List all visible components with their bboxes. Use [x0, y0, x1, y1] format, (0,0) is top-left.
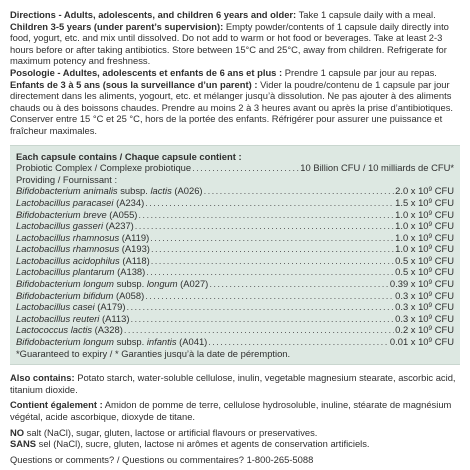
strain-cfu: 0.39 x $10^9$ CFU [389, 278, 454, 290]
strain-name: Lactobacillus reuteri (A113) [16, 312, 130, 324]
strain-name: Lactobacillus plantarum (A138) [16, 266, 146, 278]
strain-cfu: 1.0 x $10^9$ CFU [395, 220, 454, 232]
directions-text: Take 1 capsule daily with a meal. [296, 9, 436, 20]
no-text: salt (NaCl), sugar, gluten, lactose or artificial flavours or preservatives. [24, 426, 318, 438]
panel-heading: Each capsule contains / Chaque capsule contient : [16, 150, 242, 162]
strain-cfu: 1.0 x $10^9$ CFU [395, 243, 454, 255]
directions-french [10, 67, 460, 137]
sans-label: SANS [10, 438, 37, 450]
leader-dots [204, 185, 395, 197]
directions-label: Directions - Adults, adolescents, and children 6 years and older: [10, 9, 297, 20]
contient-label: Contient également : [10, 399, 103, 411]
strain-row [16, 255, 454, 267]
strain-row [16, 324, 454, 336]
leader-dots [146, 266, 394, 278]
leader-dots [138, 209, 394, 221]
providing-label: Providing / Fournissant : [16, 173, 118, 185]
leader-dots [145, 290, 394, 302]
no-line [10, 427, 460, 439]
leader-dots [126, 301, 394, 313]
strain-cfu: 1.0 x $10^9$ CFU [395, 208, 454, 220]
strain-name: Bifidobacterium breve (A055) [16, 208, 138, 220]
enfants-label: Enfants de 3 à 5 ans (sous la surveillance d’un parent) : [10, 78, 258, 90]
strain-name: Bifidobacterium bifidum (A058) [16, 289, 145, 301]
strain-name: Lactobacillus casei (A179) [16, 301, 126, 313]
strain-row [16, 336, 454, 348]
contact-line: Questions or comments? / Questions ou commentaires? 1-800-265-5088 [10, 453, 314, 465]
strain-cfu: 0.3 x $10^9$ CFU [395, 312, 454, 324]
leader-dots [130, 313, 394, 325]
other-ingredients [10, 372, 460, 465]
leader-dots [209, 278, 389, 290]
leader-dots [151, 243, 394, 255]
strain-cfu: 2.0 x $10^9$ CFU [395, 185, 454, 197]
also-label: Also contains: [10, 372, 75, 384]
posologie-text: Prendre 1 capsule par jour au repas. [282, 66, 437, 78]
leader-dots [208, 336, 389, 348]
strain-name: Lactobacillus rhamnosus (A119) [16, 231, 150, 243]
children-label: Children 3-5 years (under parent’s supervision): [10, 20, 224, 32]
leader-dots [151, 255, 394, 267]
strain-row [16, 278, 454, 290]
strain-cfu: 1.5 x $10^9$ CFU [395, 196, 454, 208]
also-text: Potato starch, water-soluble cellulose, inulin, vegetable magnesium stearate, ascorbic acid, titanium dioxide. [10, 372, 456, 395]
strain-name: Bifidobacterium longum subsp. longum (A027) [16, 278, 209, 290]
strain-cfu: 0.2 x $10^9$ CFU [395, 324, 454, 336]
strain-row [16, 266, 454, 278]
label-page [10, 0, 460, 465]
strain-name: Lactobacillus gasseri (A237) [16, 220, 134, 232]
strain-row [16, 290, 454, 302]
strain-cfu: 1.0 x $10^9$ CFU [395, 231, 454, 243]
strain-cfu: 0.01 x $10^9$ CFU [389, 336, 454, 348]
strain-cfu: 0.3 x $10^9$ CFU [395, 301, 454, 313]
strain-name: Lactobacillus acidophilus (A118) [16, 254, 150, 266]
leader-dots [150, 232, 394, 244]
strain-name: Lactobacillus paracasei (A234) [16, 196, 145, 208]
strain-row [16, 209, 454, 221]
strain-row [16, 232, 454, 244]
strain-cfu: 0.5 x $10^9$ CFU [395, 266, 454, 278]
strain-name: Lactobacillus rhamnosus (A193) [16, 243, 150, 255]
strain-row [16, 243, 454, 255]
strain-row [16, 301, 454, 313]
strain-name: Bifidobacterium animalis subsp. lactis (A026) [16, 185, 203, 197]
strain-row [16, 197, 454, 209]
no-label: NO [10, 426, 25, 438]
contient-text: Amidon de pomme de terre, cellulose hydrosoluble, inuline, stéarate de magnésium végétal, acide ascorbique, dioxyde de titane. [10, 399, 452, 422]
sans-line [10, 438, 460, 450]
contient [10, 399, 460, 422]
complex-label: Probiotic Complex / Complexe probiotique [16, 162, 192, 174]
complex-row [16, 162, 454, 174]
strain-cfu: 0.5 x $10^9$ CFU [395, 254, 454, 266]
strain-row [16, 313, 454, 325]
leader-dots [145, 197, 394, 209]
leader-dots [124, 324, 394, 336]
footnote: *Guaranteed to expiry / * Garanties jusqu’à la date de péremption. [16, 347, 291, 359]
strain-row [16, 185, 454, 197]
children-text: Empty powder/contents of 1 capsule daily directly into food, yogurt, etc. and mix until dissolved. Do not add to warm or hot food or beverages. Take at least 2-3 hours before or after taking antibiotics. Store between 15°C and 25°C, away from children. Refrigerate for maximum potency and freshness. [10, 20, 449, 67]
directions-english [10, 9, 460, 67]
posologie-label: Posologie - Adultes, adolescents et enfants de 6 ans et plus : [10, 66, 283, 78]
ingredients-panel [10, 145, 460, 366]
also-contains [10, 372, 460, 395]
leader-dots [135, 220, 394, 232]
strain-name: Lactococcus lactis (A328) [16, 324, 123, 336]
strain-cfu: 0.3 x $10^9$ CFU [395, 289, 454, 301]
complex-value: 10 Billion CFU / 10 milliards de CFU* [300, 162, 454, 174]
enfants-text: Vider la poudre/contenu de 1 capsule par jour directement dans les aliments, yogourt, etc. et mélanger jusqu’à dissolution. Ne pas ajouter à des aliments chauds ou à des boissons chaudes. Prendre au moins 2 à 3 heures avant ou après la prise d’antibiotiques. Conserver entre 15 °C et 25 °C, hors de la portée des enfants. Réfrigérer pour assurer une puissance et fraîcheur maximales. [10, 78, 453, 136]
leader-dots [192, 162, 299, 174]
sans-text: sel (NaCl), sucre, gluten, lactose ni arômes et agents de conservation artificiels. [36, 438, 370, 450]
strain-name: Bifidobacterium longum subsp. infantis (A041) [16, 336, 208, 348]
strain-list [16, 185, 454, 347]
strain-row [16, 220, 454, 232]
